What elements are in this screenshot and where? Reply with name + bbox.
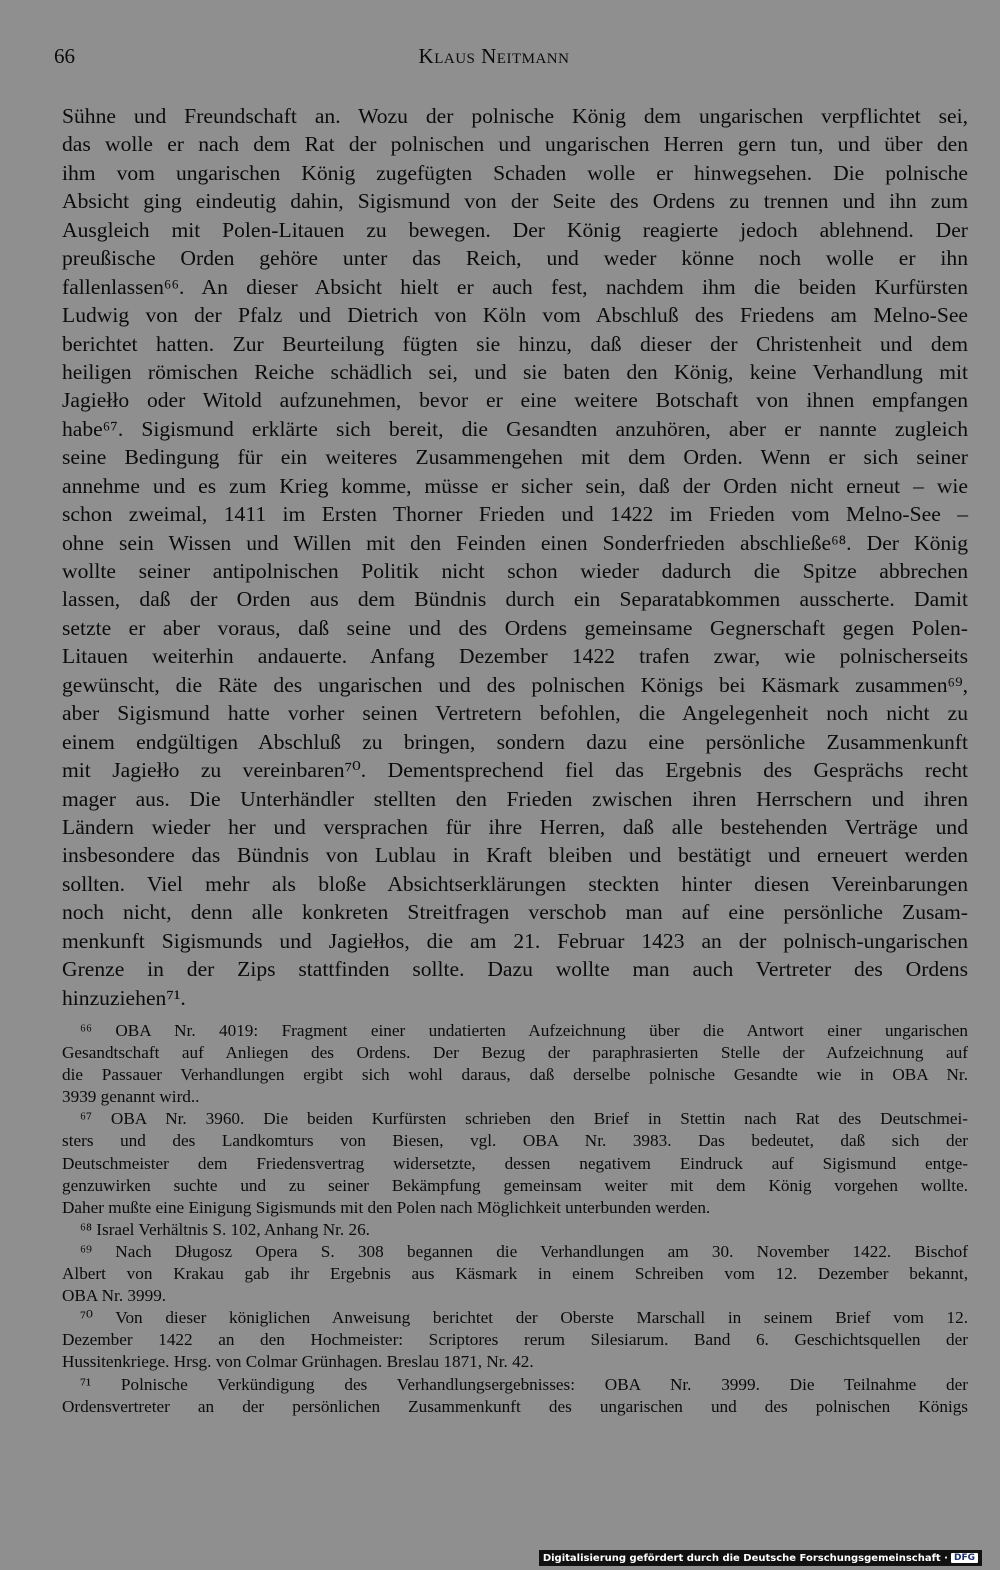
- footnote-line: Ordensvertreter an der persönlichen Zusammenkunft des ungarischen und des polnischen Königs: [62, 1396, 968, 1416]
- body-line: schon zweimal, 1411 im Ersten Thorner Frieden und 1422 im Frieden vom Melno-See –: [62, 502, 968, 527]
- body-line: gewünscht, die Räte des ungarischen und des polnischen Königs bei Käsmark zusammen⁶⁹,: [62, 672, 968, 697]
- footnote-71: ⁷¹ Polnische Verkündigung des Verhandlungsergebnisses: OBA Nr. 3999. Die Teilnahme der: [80, 1374, 968, 1394]
- footnotes: [62, 1020, 968, 1418]
- digitization-credit: [539, 1550, 982, 1566]
- body-line: ihm vom ungarischen König zugefügten Schaden wolle er hinwegsehen. Die polnische: [62, 160, 968, 185]
- footnote-line: die Passauer Verhandlungen ergibt sich wohl daraus, daß derselbe polnische Gesandte wie in OBA Nr.: [62, 1065, 968, 1085]
- page-number: 66: [54, 44, 75, 68]
- dfg-logo-icon: DFG: [951, 1553, 978, 1563]
- running-head: Klaus Neitmann: [418, 44, 570, 68]
- body-line: hinzuziehen⁷¹.: [62, 985, 186, 1010]
- body-line: habe⁶⁷. Sigismund erklärte sich bereit, die Gesandten anzuhören, aber er nannte zugleich: [62, 416, 968, 441]
- body-line: Jagiełło oder Witold aufzunehmen, bevor er eine weitere Botschaft von ihnen empfangen: [62, 388, 968, 413]
- footnote-line: Albert von Krakau gab ihr Ergebnis aus Käsmark in einem Schreiben vom 12. Dezember bekannt,: [62, 1264, 968, 1284]
- body-line: Litauen weiterhin andauerte. Anfang Dezember 1422 trafen zwar, wie polnischerseits: [62, 644, 968, 669]
- footnote-line: genzuwirken suchte und zu seiner Bekämpfung gemeinsam weiter mit dem König vorgehen wollte.: [62, 1175, 968, 1195]
- body-text: [62, 102, 968, 1012]
- footnote-line: Gesandtschaft auf Anliegen des Ordens. Der Bezug der paraphrasierten Stelle der Aufzeichnung auf: [62, 1043, 968, 1063]
- body-line: das wolle er nach dem Rat der polnischen und ungarischen Herren gern tun, und über den: [62, 132, 968, 157]
- body-line: menkunft Sigismunds und Jagiełłos, die am 21. Februar 1423 an der polnisch-ungarischen: [62, 928, 968, 953]
- body-line: mager aus. Die Unterhändler stellten den Frieden zwischen ihren Herrschern und ihren: [62, 786, 968, 811]
- body-line: fallenlassen⁶⁶. An dieser Absicht hielt er auch fest, nachdem ihm die beiden Kurfürsten: [62, 274, 968, 299]
- footnote-68: ⁶⁸ Israel Verhältnis S. 102, Anhang Nr. 26.: [80, 1219, 370, 1239]
- body-line: noch nicht, denn alle konkreten Streitfragen verschob man auf eine persönliche Zusam-: [62, 900, 968, 925]
- footnote-line: sters und des Landkomturs von Biesen, vgl. OBA Nr. 3983. Das bedeutet, daß sich der: [62, 1131, 968, 1151]
- body-line: Absicht ging eindeutig dahin, Sigismund von der Seite des Ordens zu trennen und ihn zum: [62, 189, 968, 214]
- body-line: Ludwig von der Pfalz und Dietrich von Köln vom Abschluß des Friedens am Melno-See: [62, 303, 968, 328]
- body-line: annehme und es zum Krieg komme, müsse er sicher sein, daß der Orden nicht erneut – wie: [62, 473, 968, 498]
- body-line: Sühne und Freundschaft an. Wozu der polnische König dem ungarischen verpflichtet sei,: [62, 104, 968, 128]
- body-line: einem endgültigen Abschluß zu bringen, sondern dazu eine persönliche Zusammenkunft: [62, 729, 968, 754]
- footnote-line: OBA Nr. 3999.: [62, 1286, 167, 1306]
- body-line: mit Jagiełło zu vereinbaren⁷⁰. Dementsprechend fiel das Ergebnis des Gesprächs recht: [62, 758, 968, 783]
- footnote-line: Daher mußte eine Einigung Sigismunds mit den Polen nach Möglichkeit unterbunden werden.: [62, 1197, 711, 1217]
- footnote-line: Dezember 1422 an den Hochmeister: Scriptores rerum Silesiarum. Band 6. Geschichtsquellen der: [62, 1330, 968, 1350]
- page-header: [54, 44, 934, 74]
- credit-text: Digitalisierung gefördert durch die Deutsche Forschungsgemeinschaft ·: [542, 1552, 948, 1564]
- body-line: Grenze in der Zips stattfinden sollte. Dazu wollte man auch Vertreter des Ordens: [62, 957, 968, 982]
- body-line: ohne sein Wissen und Willen mit den Feinden einen Sonderfrieden abschließe⁶⁸. Der König: [62, 530, 968, 555]
- footnote-67: ⁶⁷ OBA Nr. 3960. Die beiden Kurfürsten schrieben den Brief in Stettin nach Rat des Deutschmei-: [80, 1109, 968, 1129]
- body-line: aber Sigismund hatte vorher seinen Vertretern befohlen, die Angelegenheit noch nicht zu: [62, 701, 968, 726]
- footnote-line: Deutschmeister dem Friedensvertrag widersetzte, dessen negativem Eindruck auf Sigismund entge-: [62, 1153, 968, 1173]
- footnote-line: 3939 genannt wird..: [62, 1087, 200, 1107]
- body-line: setzte er aber voraus, daß seine und des Ordens gemeinsame Gegnerschaft gegen Polen-: [62, 615, 968, 640]
- body-line: lassen, daß der Orden aus dem Bündnis durch ein Separatabkommen ausscherte. Damit: [62, 587, 968, 612]
- body-line: preußische Orden gehöre unter das Reich, und weder könne noch wolle er ihn: [62, 246, 968, 271]
- footnote-66: ⁶⁶ OBA Nr. 4019: Fragment einer undatierten Aufzeichnung über die Antwort einer ungarischen: [80, 1021, 968, 1040]
- footnote-69: ⁶⁹ Nach Długosz Opera S. 308 begannen die Verhandlungen am 30. November 1422. Bischof: [80, 1241, 968, 1261]
- footnote-70: ⁷⁰ Von dieser königlichen Anweisung berichtet der Oberste Marschall in seinem Brief vom 12.: [80, 1308, 968, 1328]
- body-line: heiligen römischen Reiche schädlich sei, und sie baten den König, keine Verhandlung mit: [62, 359, 968, 384]
- body-line: insbesondere das Bündnis von Lublau in Kraft bleiben und bestätigt und erneuert werden: [62, 843, 968, 868]
- body-line: wollte seiner antipolnischen Politik nicht schon wieder dadurch die Spitze abbrechen: [62, 559, 968, 583]
- body-line: Ländern wieder her und versprachen für ihre Herren, daß alle bestehenden Verträge und: [62, 814, 968, 839]
- body-line: seine Bedingung für ein weiteres Zusammengehen mit dem Orden. Wenn er sich seiner: [62, 445, 968, 470]
- body-line: Ausgleich mit Polen-Litauen zu bewegen. Der König reagierte jedoch ablehnend. Der: [62, 217, 968, 242]
- footnote-line: Hussitenkriege. Hrsg. von Colmar Grünhagen. Breslau 1871, Nr. 42.: [62, 1352, 534, 1372]
- body-line: sollten. Viel mehr als bloße Absichtserklärungen steckten hinter diesen Vereinbarungen: [62, 871, 968, 896]
- body-line: berichtet hatten. Zur Beurteilung fügten sie hinzu, daß dieser der Christenheit und dem: [62, 331, 968, 356]
